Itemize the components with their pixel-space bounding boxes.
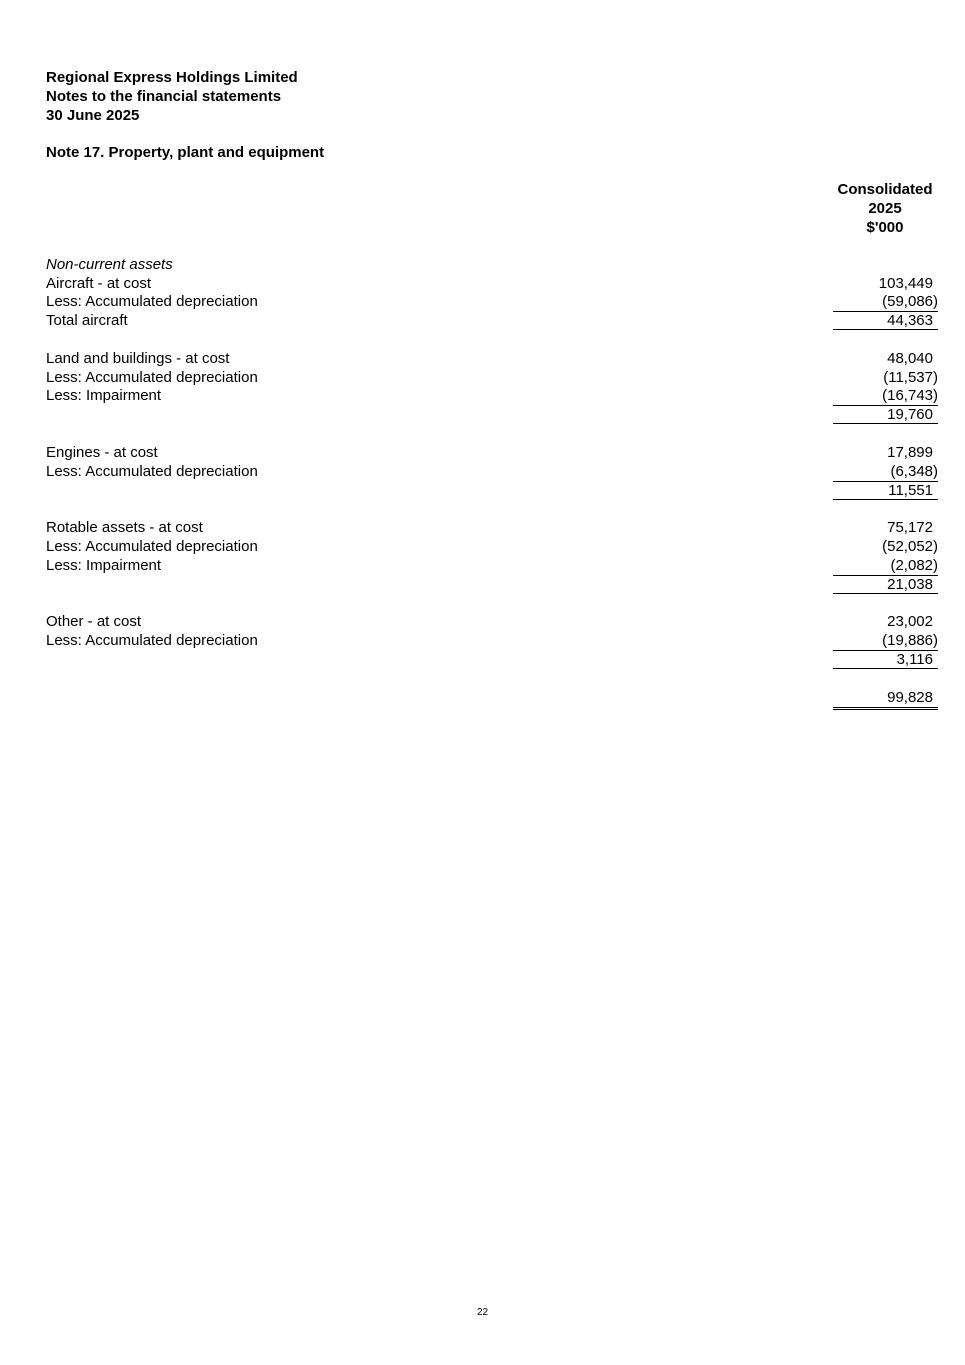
- row-value: (2,082): [890, 557, 938, 574]
- column-header-entity: Consolidated: [837, 181, 933, 198]
- column-header-unit: $'000: [866, 218, 904, 236]
- row-value: 75,172: [887, 519, 933, 536]
- table-row: [46, 256, 938, 275]
- column-header-year: 2025: [868, 199, 902, 217]
- row-label: Less: Accumulated depreciation: [46, 293, 258, 310]
- row-label: Less: Accumulated depreciation: [46, 463, 258, 480]
- row-subtotal: 44,363: [833, 311, 938, 330]
- document-subtitle: Notes to the financial statements: [46, 87, 282, 105]
- row-value: 48,040: [887, 350, 933, 367]
- table-row: [46, 293, 938, 312]
- table-row: [46, 632, 938, 651]
- row-value: (52,052): [882, 538, 938, 555]
- table-row: [46, 369, 938, 388]
- row-subtotal: 3,116: [833, 650, 938, 669]
- table-row: [46, 463, 938, 482]
- row-label: Less: Accumulated depreciation: [46, 369, 258, 386]
- column-header: [828, 181, 942, 237]
- row-label: Other - at cost: [46, 613, 142, 630]
- row-value: 103,449: [878, 275, 933, 292]
- row-label: Non-current assets: [46, 256, 173, 273]
- page-number: 22: [476, 1307, 489, 1318]
- row-label: Land and buildings - at cost: [46, 350, 230, 367]
- table-row: [46, 613, 938, 632]
- table-row: [46, 557, 938, 576]
- row-subtotal: 19,760: [833, 405, 938, 424]
- table-row: [46, 444, 938, 463]
- table-row: [46, 576, 938, 595]
- row-label: Rotable assets - at cost: [46, 519, 203, 536]
- row-label: Less: Impairment: [46, 387, 162, 404]
- row-value: (11,537): [883, 369, 938, 386]
- table-row: [46, 538, 938, 557]
- row-label: Less: Accumulated depreciation: [46, 632, 258, 649]
- table-row: [46, 387, 938, 406]
- table-row: [46, 275, 938, 294]
- row-label: Engines - at cost: [46, 444, 158, 461]
- company-name: Regional Express Holdings Limited: [46, 69, 298, 86]
- document-header: [46, 69, 298, 125]
- table-row: [46, 312, 938, 331]
- table-row: [46, 350, 938, 369]
- row-value: (59,086): [882, 293, 938, 310]
- row-label: Less: Accumulated depreciation: [46, 538, 258, 555]
- row-label: Total aircraft: [46, 312, 128, 329]
- row-subtotal: 21,038: [833, 575, 938, 594]
- row-value: (6,348): [890, 463, 938, 480]
- row-value: 23,002: [887, 613, 933, 630]
- row-label: Less: Impairment: [46, 557, 162, 574]
- table-row: [46, 651, 938, 670]
- note-title: Note 17. Property, plant and equipment: [46, 144, 325, 161]
- table-row: [46, 519, 938, 538]
- row-value: (16,743): [882, 387, 938, 404]
- table-row: [46, 482, 938, 501]
- row-value: 17,899: [887, 444, 933, 461]
- row-label: Aircraft - at cost: [46, 275, 152, 292]
- table-row: [46, 689, 938, 708]
- table-row: [46, 406, 938, 425]
- row-subtotal: 11,551: [833, 481, 938, 500]
- row-value: (19,886): [882, 632, 938, 649]
- grand-total: 99,828: [833, 689, 938, 710]
- report-date: 30 June 2025: [46, 106, 140, 124]
